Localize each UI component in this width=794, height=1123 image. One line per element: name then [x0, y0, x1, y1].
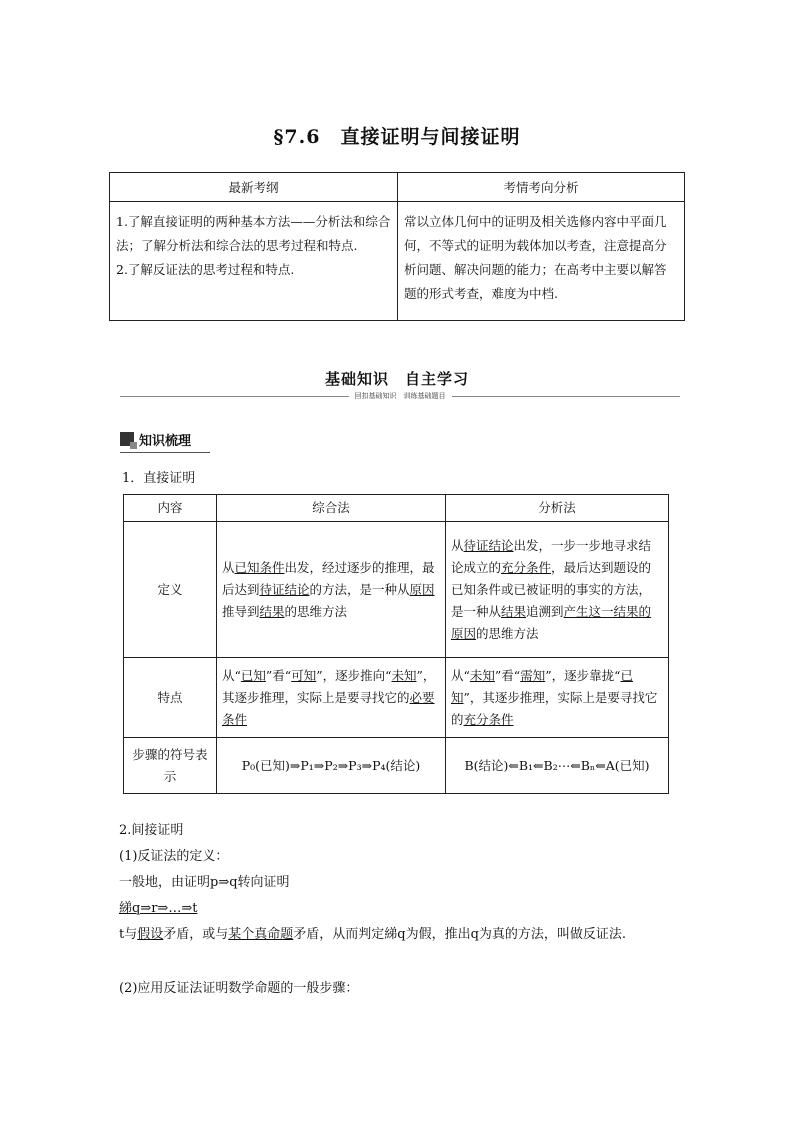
section-subtitle: 回扣基础知识 训练基础题目 [354, 392, 446, 400]
row-label-symbols: 步骤的符号表示 [124, 738, 217, 794]
contradiction-steps-heading: (2)应用反证法证明数学命题的一般步骤： [119, 981, 359, 996]
synthesis-definition: 从已知条件出发，经过逐步的推理，最后达到待证结论的方法，是一种从原因推导到结果的思维方法 [217, 522, 446, 658]
divider-right [452, 396, 681, 397]
synthesis-features: 从“已知”看“可知”，逐步推向“未知”，其逐步推理，实际上是要寻找它的必要条件 [217, 658, 446, 738]
indirect-line-2: 綈q⇒r⇒…⇒t [119, 901, 198, 916]
direct-proof-table [123, 494, 669, 794]
analysis-features: 从“未知”看“需知”，逐步靠拢“已知”，其逐步推理，实际上是要寻找它的充分条件 [446, 658, 669, 738]
header-exam-analysis: 考情考向分析 [398, 173, 685, 202]
row-label-definition: 定义 [124, 522, 217, 658]
exam-outline-table [109, 172, 685, 321]
indirect-line-3: t与假设矛盾，或与某个真命题矛盾，从而判定綈q为假，推出q为真的方法，叫做反证法. [119, 927, 627, 942]
page-title: §7.6 直接证明与间接证明 [273, 126, 521, 148]
analysis-symbols: B(结论)⇐B₁⇐B₂⋯⇐Bₙ⇐A(已知) [446, 738, 669, 794]
header-synthesis: 综合法 [217, 495, 446, 522]
knowledge-underline [120, 452, 210, 453]
row-label-features: 特点 [124, 658, 217, 738]
divider-left [120, 396, 349, 397]
contradiction-def-heading: (1)反证法的定义： [119, 849, 229, 864]
section-title: 基础知识 自主学习 [324, 370, 469, 388]
analysis-definition: 从待证结论出发，一步一步地寻求结论成立的充分条件，最后达到题设的已知条件或已被证明的事实的方法，是一种从结果追溯到产生这一结果的原因的思维方法 [446, 522, 669, 658]
header-latest-syllabus: 最新考纲 [110, 173, 398, 202]
knowledge-label: 知识梳理 [139, 433, 192, 449]
section-subtitle-bar [120, 389, 680, 403]
indirect-proof-heading: 2.间接证明 [119, 823, 184, 838]
header-analysis: 分析法 [446, 495, 669, 522]
header-content: 内容 [124, 495, 217, 522]
syllabus-cell [110, 202, 398, 321]
syllabus-item-1: 1.了解直接证明的两种基本方法——分析法和综合法；了解分析法和综合法的思考过程和特点. [116, 214, 391, 253]
indirect-line-1: 一般地，由证明p⇒q转向证明 [119, 875, 290, 890]
synthesis-symbols: P₀(已知)⇒P₁⇒P₂⇒P₃⇒P₄(结论) [217, 738, 446, 794]
analysis-cell: 常以立体几何中的证明及相关选修内容中平面几何，不等式的证明为载体加以考查，注意提高分析问题、解决问题的能力；在高考中主要以解答题的形式考查，难度为中档. [398, 202, 685, 321]
knowledge-label-box [120, 428, 210, 450]
square-bullet-icon [120, 432, 134, 446]
direct-proof-heading: 1．直接证明 [122, 471, 196, 486]
syllabus-item-2: 2.了解反证法的思考过程和特点. [116, 262, 295, 277]
